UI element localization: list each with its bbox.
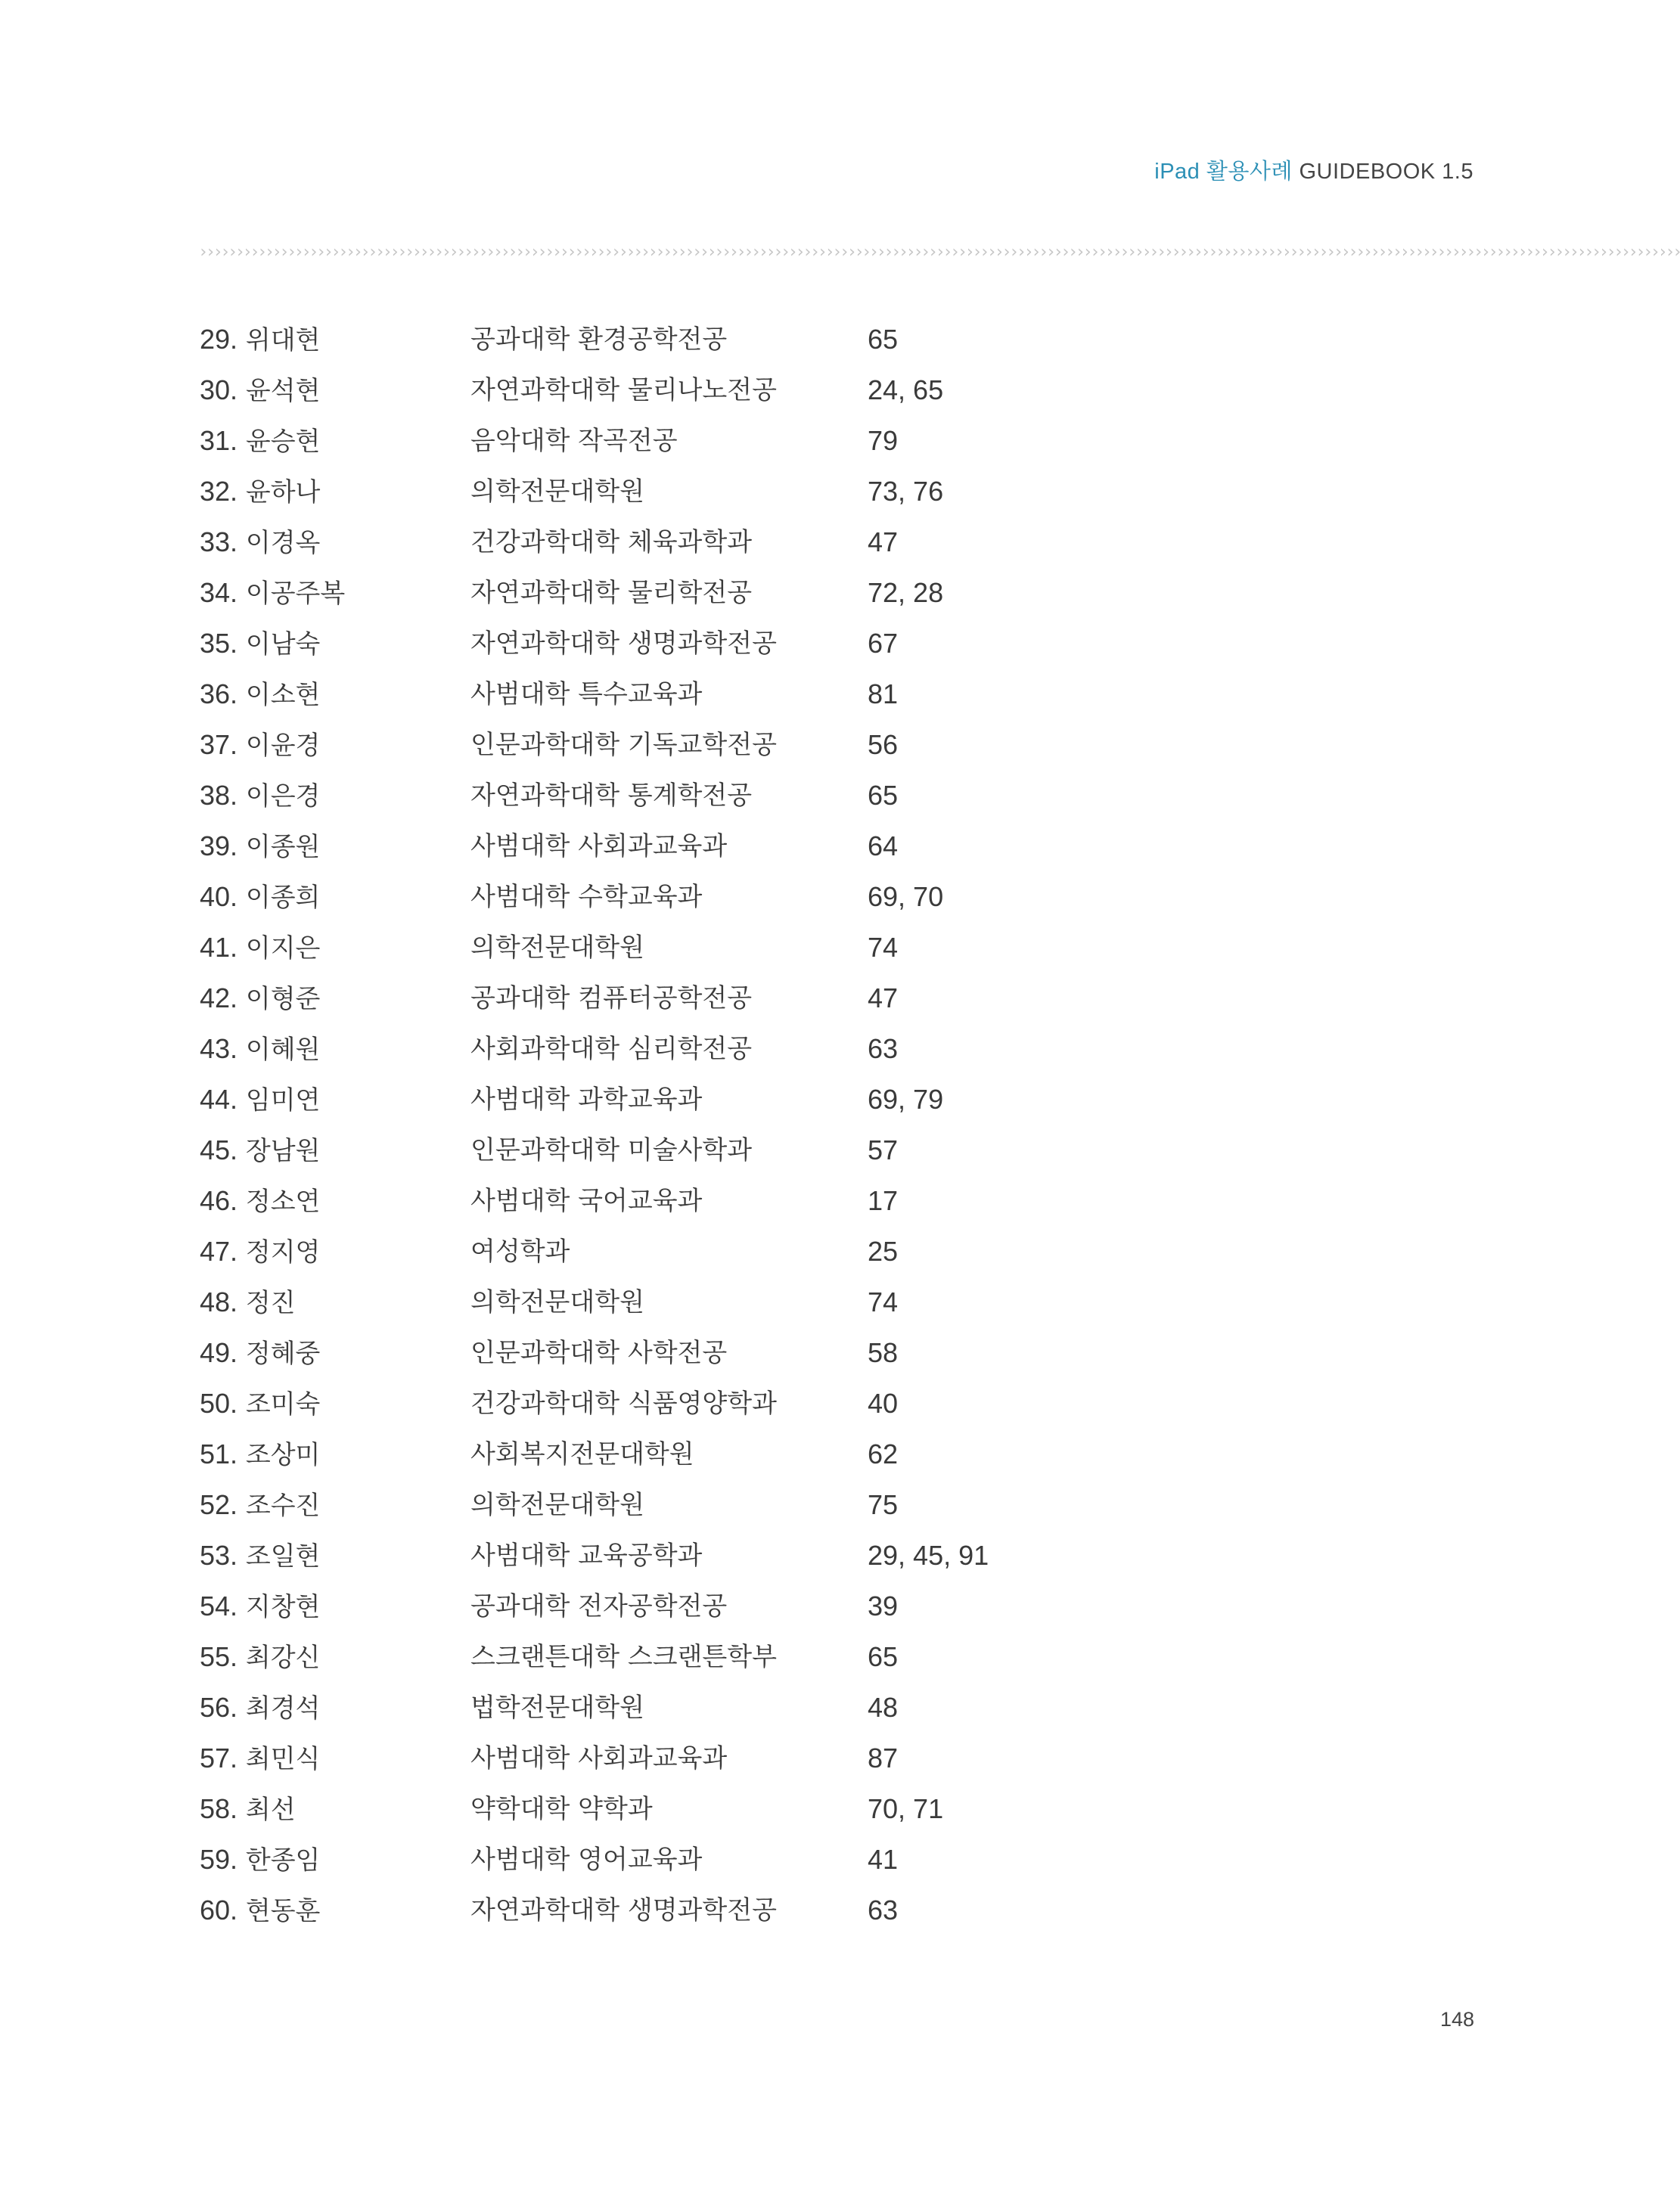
person-name: 현동훈	[245, 1896, 321, 1926]
department: 인문과학대학 사학전공	[470, 1338, 728, 1368]
list-item	[200, 1029, 1259, 1080]
page-references: 25	[868, 1236, 899, 1267]
person-name: 지창현	[245, 1592, 321, 1622]
list-item	[200, 1333, 1259, 1384]
entry-number: 52.	[200, 1489, 238, 1520]
page-references: 69, 70	[868, 881, 944, 912]
person-name: 이지은	[245, 933, 321, 964]
list-item	[200, 1688, 1259, 1739]
person-name: 최경석	[245, 1693, 321, 1724]
person-name: 이혜원	[245, 1035, 321, 1065]
page-references: 81	[868, 678, 899, 709]
contributor-name	[200, 1688, 320, 1728]
contributor-name	[200, 827, 320, 867]
contributor-name	[200, 573, 345, 613]
contributor-name	[200, 1181, 320, 1221]
department: 의학전문대학원	[470, 933, 644, 963]
contributor-name	[200, 1840, 320, 1880]
department: 법학전문대학원	[470, 1693, 644, 1723]
contributor-name	[200, 675, 320, 715]
department: 약학대학 약학과	[470, 1794, 653, 1824]
entry-number: 49.	[200, 1337, 238, 1368]
contributor-name	[200, 421, 320, 461]
entry-number: 30.	[200, 374, 238, 405]
department: 자연과학대학 물리학전공	[470, 578, 753, 608]
page-references: 69, 79	[868, 1084, 944, 1115]
department: 공과대학 전자공학전공	[470, 1591, 728, 1622]
page-references: 87	[868, 1743, 899, 1774]
list-item	[200, 1131, 1259, 1181]
page-references: 64	[868, 830, 899, 861]
person-name: 정혜중	[245, 1339, 321, 1369]
entry-number: 35.	[200, 628, 238, 659]
entry-number: 57.	[200, 1743, 238, 1774]
list-item	[200, 472, 1259, 523]
person-name: 최강신	[245, 1643, 321, 1673]
header-title-rest: GUIDEBOOK 1.5	[1292, 160, 1473, 184]
department: 자연과학대학 통계학전공	[470, 781, 753, 811]
page-references: 24, 65	[868, 374, 944, 405]
person-name: 이공주복	[245, 579, 346, 609]
contributor-name	[200, 1587, 320, 1627]
entry-number: 40.	[200, 881, 238, 912]
list-item	[200, 827, 1259, 877]
entry-number: 34.	[200, 577, 238, 608]
contributor-list	[200, 320, 1259, 1941]
person-name: 장남원	[245, 1136, 321, 1166]
contributor-name	[200, 979, 320, 1019]
contributor-name	[200, 776, 320, 816]
contributor-name	[200, 371, 320, 411]
list-item	[200, 725, 1259, 776]
list-item	[200, 1891, 1259, 1941]
person-name: 이남숙	[245, 629, 321, 659]
page-references: 62	[868, 1438, 899, 1469]
contributor-name	[200, 1283, 296, 1323]
person-name: 조수진	[245, 1491, 321, 1521]
list-item	[200, 1637, 1259, 1688]
person-name: 이소현	[245, 680, 321, 710]
person-name: 이윤경	[245, 731, 321, 761]
contributor-name	[200, 624, 320, 664]
page-references: 29, 45, 91	[868, 1540, 989, 1571]
entry-number: 50.	[200, 1388, 238, 1419]
page-references: 47	[868, 982, 899, 1013]
department: 의학전문대학원	[470, 476, 644, 507]
person-name: 조일현	[245, 1541, 321, 1572]
list-item	[200, 1587, 1259, 1637]
page-references: 75	[868, 1489, 899, 1520]
list-item	[200, 1435, 1259, 1485]
page-references: 79	[868, 425, 899, 456]
page-references: 63	[868, 1895, 899, 1926]
department: 자연과학대학 물리나노전공	[470, 375, 777, 405]
entry-number: 33.	[200, 526, 238, 557]
entry-number: 44.	[200, 1084, 238, 1115]
entry-number: 47.	[200, 1236, 238, 1267]
contributor-name	[200, 1435, 320, 1475]
department: 여성학과	[470, 1237, 570, 1267]
contributor-name	[200, 928, 320, 968]
entry-number: 32.	[200, 476, 238, 507]
page-references: 65	[868, 1641, 899, 1672]
contributor-name	[200, 1485, 320, 1525]
entry-number: 55.	[200, 1641, 238, 1672]
person-name: 이경옥	[245, 528, 321, 558]
list-item	[200, 371, 1259, 421]
person-name: 윤승현	[245, 427, 321, 457]
person-name: 이종원	[245, 832, 321, 862]
department: 건강과학대학 식품영양학과	[470, 1389, 777, 1419]
entry-number: 42.	[200, 982, 238, 1013]
list-item	[200, 1739, 1259, 1789]
person-name: 이형준	[245, 984, 321, 1014]
page-references: 48	[868, 1692, 899, 1723]
page-references: 70, 71	[868, 1793, 944, 1824]
list-item	[200, 979, 1259, 1029]
entry-number: 59.	[200, 1844, 238, 1875]
person-name: 임미연	[245, 1085, 321, 1116]
page-references: 74	[868, 1286, 899, 1317]
department: 공과대학 컴퓨터공학전공	[470, 983, 753, 1013]
running-header	[1154, 161, 1473, 183]
contributor-name	[200, 1131, 320, 1171]
contributor-name	[200, 725, 320, 765]
page-references: 58	[868, 1337, 899, 1368]
page-references: 67	[868, 628, 899, 659]
entry-number: 43.	[200, 1033, 238, 1064]
contributor-name	[200, 1739, 320, 1779]
person-name: 조상미	[245, 1440, 321, 1470]
contributor-name	[200, 1029, 320, 1069]
contributor-name	[200, 1891, 320, 1931]
page-references: 65	[868, 324, 899, 355]
department: 사범대학 특수교육과	[470, 679, 703, 709]
entry-number: 48.	[200, 1286, 238, 1317]
header-title-accent: iPad 활용사례	[1154, 160, 1293, 184]
list-item	[200, 421, 1259, 472]
list-item	[200, 624, 1259, 675]
department: 사회복지전문대학원	[470, 1439, 694, 1469]
page-number: 148	[1439, 2008, 1474, 2031]
entry-number: 38.	[200, 780, 238, 811]
department: 의학전문대학원	[470, 1287, 644, 1317]
list-item	[200, 1840, 1259, 1891]
page-references: 72, 28	[868, 577, 944, 608]
entry-number: 56.	[200, 1692, 238, 1723]
department: 사범대학 국어교육과	[470, 1186, 703, 1216]
list-item	[200, 1536, 1259, 1587]
list-item	[200, 1485, 1259, 1536]
contributor-name	[200, 1536, 320, 1576]
entry-number: 45.	[200, 1134, 238, 1165]
department: 의학전문대학원	[470, 1490, 644, 1520]
page-references: 74	[868, 932, 899, 963]
contributor-name	[200, 877, 320, 917]
page-references: 57	[868, 1134, 899, 1165]
entry-number: 58.	[200, 1793, 238, 1824]
person-name: 최민식	[245, 1744, 321, 1774]
department: 공과대학 환경공학전공	[470, 324, 728, 355]
list-item	[200, 1181, 1259, 1232]
contributor-name	[200, 523, 320, 563]
list-item	[200, 1789, 1259, 1840]
department: 사범대학 영어교육과	[470, 1845, 703, 1875]
list-item	[200, 320, 1259, 371]
person-name: 최선	[245, 1795, 296, 1825]
contributor-name	[200, 1637, 320, 1677]
list-item	[200, 675, 1259, 725]
chevron-divider: ›››››››››››››››››››››››››››››››››››››››››››››››››››››››››››››››››››››››››››››››››››››››››››››››››››››››››››››››››››››››››››››››››››››››››››››››››››››››››››››››››››››››››››››››››››››››››››››››››››››››››	[198, 243, 1680, 262]
department: 사범대학 수학교육과	[470, 882, 703, 912]
page-references: 39	[868, 1590, 899, 1622]
department: 사범대학 사회과교육과	[470, 1743, 728, 1774]
list-item	[200, 1232, 1259, 1283]
contributor-name	[200, 320, 320, 360]
entry-number: 36.	[200, 678, 238, 709]
list-item	[200, 1080, 1259, 1131]
person-name: 위대현	[245, 325, 321, 355]
page-references: 73, 76	[868, 476, 944, 507]
person-name: 정지영	[245, 1237, 321, 1268]
person-name: 한종임	[245, 1845, 321, 1876]
entry-number: 46.	[200, 1185, 238, 1216]
contributor-name	[200, 472, 320, 512]
list-item	[200, 523, 1259, 573]
entry-number: 53.	[200, 1540, 238, 1571]
entry-number: 29.	[200, 324, 238, 355]
department: 사범대학 사회과교육과	[470, 831, 728, 861]
page-references: 65	[868, 780, 899, 811]
person-name: 이은경	[245, 781, 321, 812]
department: 사범대학 과학교육과	[470, 1085, 703, 1115]
list-item	[200, 1384, 1259, 1435]
person-name: 이종희	[245, 883, 321, 913]
person-name: 정소연	[245, 1187, 321, 1217]
department: 음악대학 작곡전공	[470, 426, 678, 456]
department: 자연과학대학 생명과학전공	[470, 628, 777, 659]
contributor-name	[200, 1384, 320, 1424]
department: 사회과학대학 심리학전공	[470, 1034, 753, 1064]
entry-number: 31.	[200, 425, 238, 456]
entry-number: 54.	[200, 1590, 238, 1622]
contributor-name	[200, 1080, 320, 1120]
department: 인문과학대학 기독교학전공	[470, 730, 777, 760]
page-references: 41	[868, 1844, 899, 1875]
department: 인문과학대학 미술사학과	[470, 1135, 753, 1165]
entry-number: 41.	[200, 932, 238, 963]
page-references: 40	[868, 1388, 899, 1419]
department: 스크랜튼대학 스크랜튼학부	[470, 1642, 777, 1672]
department: 자연과학대학 생명과학전공	[470, 1895, 777, 1926]
list-item	[200, 573, 1259, 624]
person-name: 정진	[245, 1288, 296, 1318]
list-item	[200, 1283, 1259, 1333]
list-item	[200, 928, 1259, 979]
entry-number: 60.	[200, 1895, 238, 1926]
contributor-name	[200, 1789, 296, 1829]
department: 건강과학대학 체육과학과	[470, 527, 753, 557]
department: 사범대학 교육공학과	[470, 1541, 703, 1571]
page-references: 56	[868, 729, 899, 760]
contributor-name	[200, 1333, 320, 1373]
page-references: 17	[868, 1185, 899, 1216]
entry-number: 37.	[200, 729, 238, 760]
contributor-name	[200, 1232, 320, 1272]
entry-number: 39.	[200, 830, 238, 861]
person-name: 조미숙	[245, 1389, 321, 1420]
list-item	[200, 877, 1259, 928]
entry-number: 51.	[200, 1438, 238, 1469]
page-references: 63	[868, 1033, 899, 1064]
person-name: 윤석현	[245, 376, 321, 406]
person-name: 윤하나	[245, 477, 321, 507]
list-item	[200, 776, 1259, 827]
page-references: 47	[868, 526, 899, 557]
